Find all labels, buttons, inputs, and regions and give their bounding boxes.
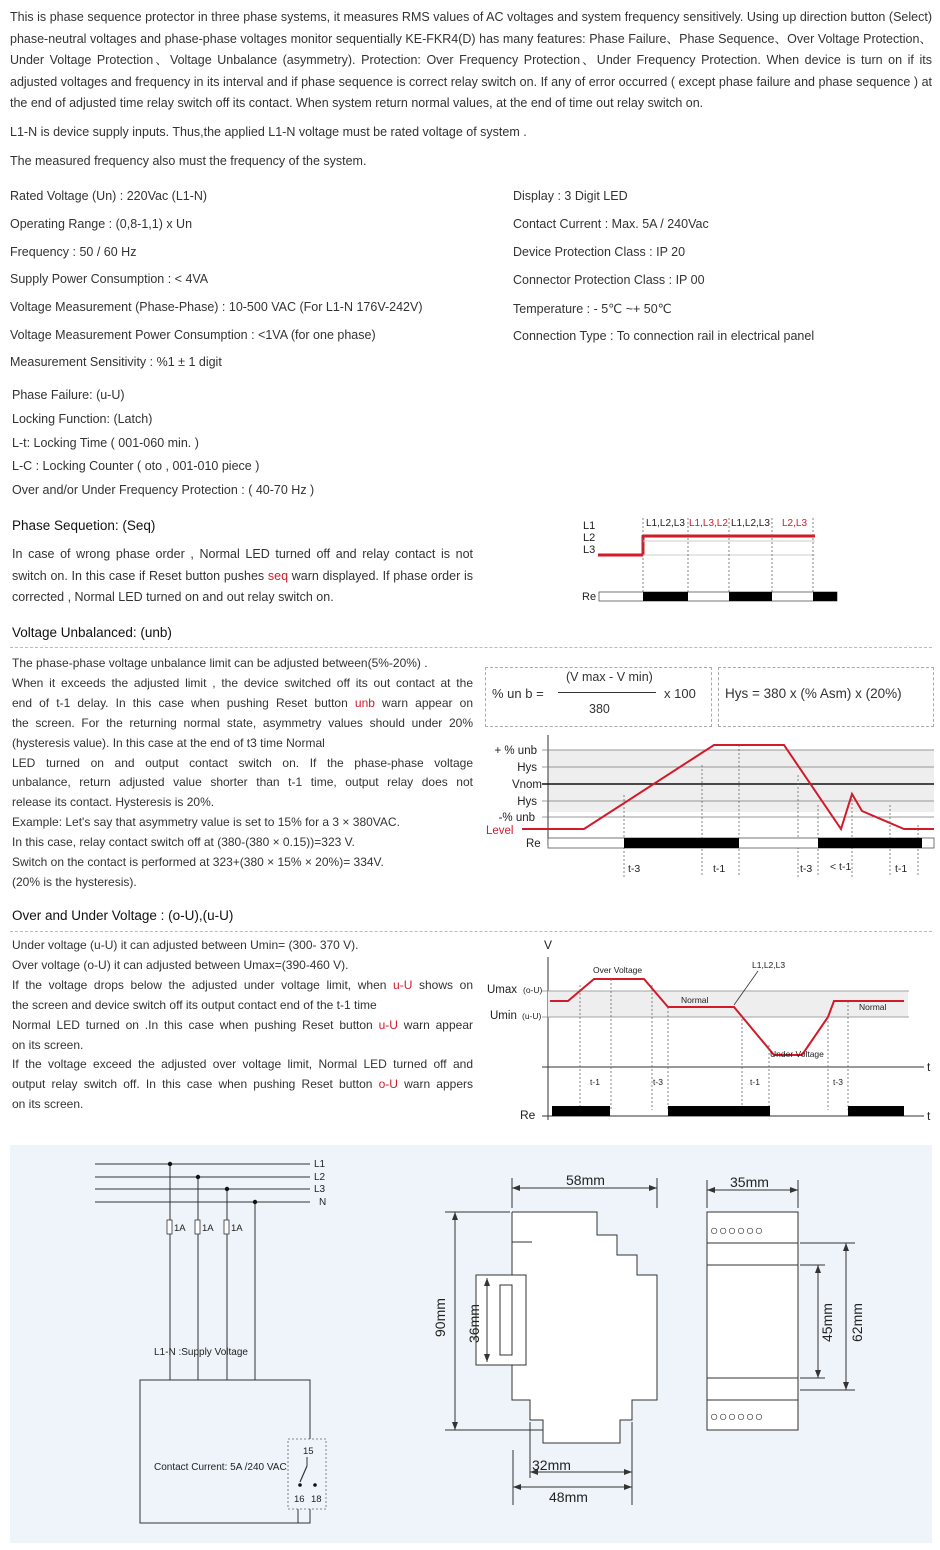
arrow-icon [452,1212,458,1220]
relay-on [624,838,739,848]
pin-label: 18 [311,1494,322,1505]
relay-label: Re [520,1108,536,1122]
unb-heading: Voltage Unbalanced: (unb) [12,625,172,640]
feature-item: L-t: Locking Time ( 001-060 min. ) [12,436,199,450]
time-label: t-3 [833,1077,843,1087]
supply-note: L1-N is device supply inputs. Thus,the applied L1-N voltage must be rated voltage of system . [10,125,527,139]
normal-label: Normal [859,1002,887,1012]
label-l1: L1 [583,520,596,532]
junction [196,1175,200,1179]
device-front-outline [707,1212,798,1430]
dim-height: 90mm [432,1298,448,1337]
under-voltage-label: Under Voltage [770,1049,824,1059]
fuse-label: 1A [174,1223,186,1234]
level-label: -% unb [498,812,535,824]
hysteresis-formula: Hys = 380 x (% Asm) x (20%) [718,667,934,727]
front-dimension-drawing [690,1160,890,1440]
relay-track [599,592,837,601]
contact-point [313,1483,317,1487]
segment-label: L1,L2,L3 [646,518,685,529]
junction [253,1200,257,1204]
fuse-label: 1A [202,1223,214,1234]
spec-item: Measurement Sensitivity : %1 ± 1 digit [10,355,222,369]
spec-item: Contact Current : Max. 5A / 240Vac [513,217,709,231]
spec-item: Supply Power Consumption : < 4VA [10,272,209,286]
fuse-icon [195,1220,200,1234]
spec-item: Device Protection Class : IP 20 [513,245,686,259]
label-l2: L2 [583,532,596,544]
line-label: L2 [314,1172,326,1183]
hysteresis-band [548,750,934,812]
segment-label: L2,L3 [782,518,808,529]
feature-item: Over and/or Under Frequency Protection : ( 40-70 Hz ) [12,483,315,497]
level-label: Vnom [511,779,542,791]
level-label: + % unb [494,745,537,757]
time-label: t-3 [800,863,813,875]
seq-text: In case of wrong phase order , Normal LED turned off and relay contact is not switch on. In this case if Reset button pushes seq warn displayed. If phase order is corrected , Normal LED turned on and out relay switch on. [12,547,473,604]
arrow-icon [707,1187,715,1193]
time-label: t-1 [895,863,908,875]
over-under-voltage-diagram [484,935,936,1125]
pin-label: 15 [303,1446,314,1457]
arrow-icon [512,1185,520,1191]
axis-v-label: V [544,938,553,952]
relay-on [643,592,688,601]
intro-paragraph: This is phase sequence protector in three phase systems, it measures RMS values of AC voltages and system frequency sensitively. Using up direction button (Select) phase-neutral voltages and phase-phase voltages monitor sequentially KE-FKR4(D) has many features: Phase Failure、Phase Sequence、Over Voltage Protection、Under Voltage Protection、Voltage Unbalance (asymmetry). Protection: Over Frequency Protection、Under Frequency Protection. When device is turn on if its adjusted voltages and frequency in its interval and if phase sequence is correct relay switch on. If any of error occurred ( except phase failure and phase sequence ) at the end of adjusted time relay switch off its contact. When system return normal values, at the end of time out relay switch on. [10,10,932,110]
feature-item: Phase Failure: (u-U) [12,388,125,402]
arrow-icon [815,1370,821,1378]
frequency-note: The measured frequency also must the frequency of the system. [10,154,367,168]
spec-item: Connector Protection Class : IP 00 [513,273,705,287]
phases-label: L1,L2,L3 [752,960,786,970]
relay-on [818,838,922,848]
ovuv-heading: Over and Under Voltage : (o-U),(u-U) [12,908,234,923]
dim-front-h1: 45mm [819,1303,835,1342]
dim-bottom-1: 32mm [532,1457,571,1473]
arrow-icon [815,1265,821,1273]
feature-item: L-C : Locking Counter ( oto , 001-010 piece ) [12,459,260,473]
normal-band [548,991,908,1017]
divider [10,647,932,648]
fuse-label: 1A [231,1223,243,1234]
dim-width: 58mm [566,1172,605,1188]
segment-label: L1,L3,L2 [689,518,728,529]
arrow-icon [624,1484,632,1490]
arrow-icon [790,1187,798,1193]
device-outline [140,1380,310,1523]
dim-front-h2: 62mm [849,1303,865,1342]
time-label: t-1 [750,1077,760,1087]
relay-on [848,1106,904,1116]
arrow-icon [624,1469,632,1475]
relay-label: Re [526,838,541,850]
contact-label: Contact Current: 5A /240 VAC [154,1462,287,1473]
divider [10,931,932,932]
unbalance-diagram [484,735,936,880]
time-label: t-1 [590,1077,600,1087]
arrow-icon [843,1382,849,1390]
umin-sub: (u-U) [522,1011,542,1021]
fuse-icon [167,1220,172,1234]
pin-label: 16 [294,1494,305,1505]
terminal-row-bottom: ○○○○○○ [710,1408,764,1424]
level-label-red: Level [486,825,514,837]
over-voltage-label: Over Voltage [593,965,643,975]
fraction-bar [558,692,656,693]
spec-item: Temperature : - 5℃ ~+ 50℃ [513,302,672,316]
relay-on [813,592,837,601]
unb-text: The phase-phase voltage unbalance limit can be adjusted between(5%-20%) . When it exceeds the adjusted limit , the device switched off its out contact at the end of t-1 delay. In this case when pushing Reset button unb warn appear on the screen. For the returning normal state, asymmetry values should under 20% (hysteresis value). In this case at the end of t3 time Normal LED turned on and output contact switch on. If the phase-phase voltage unbalance, return adjusted value shorter than t-1 time, output relay does not release its contact. Hysteresis is 20%. Example: Let's say that asymmetry value is set to 15% for a 3 × 380VAC. In this case, relay contact switch off at (380-(380 × 0.15))=323 V. Switch on the contact is performed at 323+(380 × 15% × 20%)= 334V. (20% is the hysteresis). [12,656,473,889]
relay-on [668,1106,770,1116]
contact-point [298,1483,302,1487]
level-label: Hys [517,796,537,808]
phase-sequence-diagram [575,512,845,607]
relay-on [729,592,772,601]
spec-item: Frequency : 50 / 60 Hz [10,245,137,259]
umin-label: Umin [490,1010,517,1022]
arrow-icon [843,1243,849,1251]
line-label: N [319,1197,327,1208]
umax-sub: (o-U) [523,985,543,995]
time-label: t-3 [628,863,641,875]
wiring-diagram [90,1152,340,1537]
rail-slot [500,1285,512,1355]
arrow-icon [649,1185,657,1191]
arrow-icon [452,1422,458,1430]
terminal-row-top: ○○○○○○ [710,1222,764,1238]
label-l3: L3 [583,544,596,556]
dim-bottom-2: 48mm [549,1489,588,1505]
spec-item: Rated Voltage (Un) : 220Vac (L1-N) [10,189,208,203]
seq-heading: Phase Sequetion: (Seq) [12,518,156,533]
side-dimension-drawing [425,1160,670,1510]
spec-item: Display : 3 Digit LED [513,189,628,203]
spec-item: Voltage Measurement (Phase-Phase) : 10-500 VAC (For L1-N 176V-242V) [10,300,423,314]
line-label: L3 [314,1184,326,1195]
time-label: < t-1 [830,861,852,873]
time-label: t-3 [653,1077,663,1087]
spec-item: Operating Range : (0,8-1,1) x Un [10,217,193,231]
relay-on [552,1106,610,1116]
segment-label: L1,L2,L3 [731,518,770,529]
normal-label: Normal [681,995,709,1005]
dim-rail: 36mm [466,1304,482,1343]
fuse-icon [224,1220,229,1234]
time-label: t-1 [713,863,726,875]
level-label: Hys [517,762,537,774]
junction [168,1162,172,1166]
axis-t-label: t [927,1060,931,1074]
junction [225,1187,229,1191]
dim-front-width: 35mm [730,1174,769,1190]
relay-label: Re [582,591,597,603]
axis-t-label: t [927,1109,931,1123]
spec-item: Connection Type : To connection rail in electrical panel [513,329,815,343]
unbalance-formula: % un b = (V max - V min) 380 x 100 [485,667,712,727]
line-label: L1 [314,1159,326,1170]
umax-label: Umax [487,984,518,996]
supply-label: L1-N :Supply Voltage [154,1347,248,1358]
spec-item: Voltage Measurement Power Consumption : <1VA (for one phase) [10,328,376,342]
ovuv-text: Under voltage (u-U) it can adjusted between Umin= (300- 370 V). Over voltage (o-U) it can adjusted between Umax=(390-460 V). If the voltage drops below the adjusted under voltage limit, when u-U shows on the screen and device switch off its output contact end of the t-1 time Normal LED turned on .In this case when pushing Reset button u-U warn appear on its screen. If the voltage exceed the adjusted over voltage limit, Normal LED turned off and output relay switch off. In this case when pushing Reset button o-U warn appers on its screen. [12,938,474,1112]
arrow-icon [513,1484,521,1490]
feature-item: Locking Function: (Latch) [12,412,153,426]
